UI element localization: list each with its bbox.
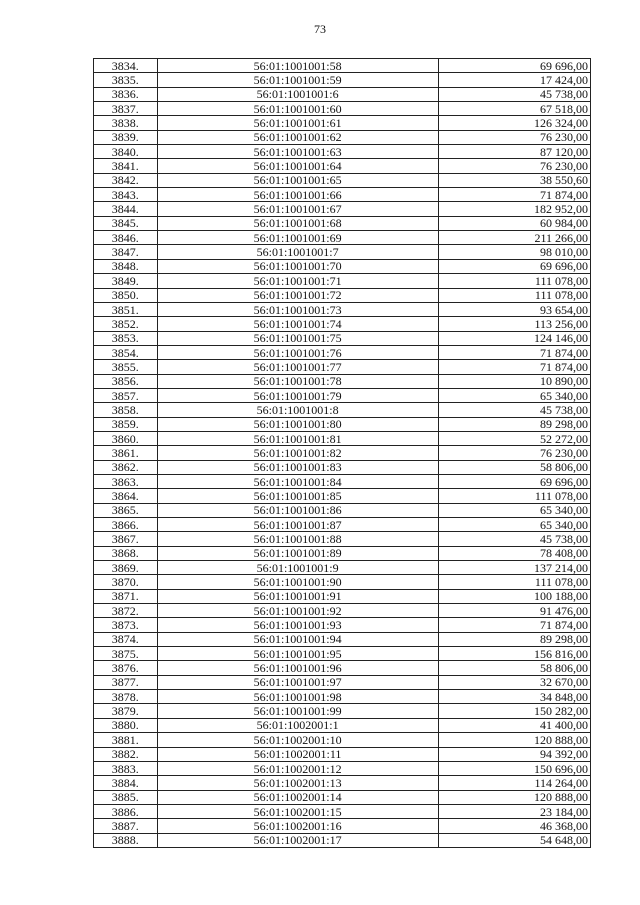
cadastral-value-cell: 32 670,00 bbox=[438, 675, 590, 689]
cadastral-number-cell: 56:01:1001001:95 bbox=[157, 647, 438, 661]
row-number-cell: 3858. bbox=[94, 403, 158, 417]
table-row bbox=[94, 604, 591, 618]
cadastral-value-cell: 23 184,00 bbox=[438, 804, 590, 818]
cadastral-value-cell: 76 230,00 bbox=[438, 130, 590, 144]
cadastral-number-cell: 56:01:1002001:12 bbox=[157, 761, 438, 775]
table-row bbox=[94, 345, 591, 359]
table-row bbox=[94, 274, 591, 288]
table-row bbox=[94, 360, 591, 374]
cadastral-number-cell: 56:01:1001001:98 bbox=[157, 690, 438, 704]
cadastral-number-cell: 56:01:1001001:82 bbox=[157, 446, 438, 460]
cadastral-number-cell: 56:01:1001001:9 bbox=[157, 561, 438, 575]
table-row bbox=[94, 130, 591, 144]
table-row bbox=[94, 288, 591, 302]
table-row bbox=[94, 575, 591, 589]
table-row bbox=[94, 331, 591, 345]
table-row bbox=[94, 73, 591, 87]
cadastral-value-cell: 182 952,00 bbox=[438, 202, 590, 216]
row-number-cell: 3842. bbox=[94, 173, 158, 187]
row-number-cell: 3884. bbox=[94, 776, 158, 790]
cadastral-number-cell: 56:01:1002001:14 bbox=[157, 790, 438, 804]
cadastral-number-cell: 56:01:1001001:97 bbox=[157, 675, 438, 689]
cadastral-value-cell: 98 010,00 bbox=[438, 245, 590, 259]
table-row bbox=[94, 102, 591, 116]
table-row bbox=[94, 231, 591, 245]
page-number: 73 bbox=[314, 22, 326, 36]
cadastral-number-cell: 56:01:1001001:70 bbox=[157, 259, 438, 273]
cadastral-value-cell: 111 078,00 bbox=[438, 288, 590, 302]
row-number-cell: 3872. bbox=[94, 604, 158, 618]
cadastral-value-cell: 71 874,00 bbox=[438, 618, 590, 632]
table-row bbox=[94, 776, 591, 790]
table-row bbox=[94, 317, 591, 331]
table-row bbox=[94, 116, 591, 130]
row-number-cell: 3869. bbox=[94, 561, 158, 575]
cadastral-number-cell: 56:01:1001001:63 bbox=[157, 145, 438, 159]
table-row bbox=[94, 403, 591, 417]
cadastral-value-cell: 137 214,00 bbox=[438, 561, 590, 575]
row-number-cell: 3866. bbox=[94, 518, 158, 532]
cadastral-number-cell: 56:01:1001001:81 bbox=[157, 431, 438, 445]
cadastral-value-cell: 150 282,00 bbox=[438, 704, 590, 718]
table-row bbox=[94, 202, 591, 216]
cadastral-value-cell: 89 298,00 bbox=[438, 632, 590, 646]
table-row bbox=[94, 417, 591, 431]
cadastral-number-cell: 56:01:1001001:92 bbox=[157, 604, 438, 618]
row-number-cell: 3851. bbox=[94, 302, 158, 316]
cadastral-value-cell: 76 230,00 bbox=[438, 159, 590, 173]
cadastral-number-cell: 56:01:1001001:71 bbox=[157, 274, 438, 288]
cadastral-value-cell: 54 648,00 bbox=[438, 833, 590, 847]
cadastral-value-cell: 65 340,00 bbox=[438, 388, 590, 402]
cadastral-number-cell: 56:01:1001001:86 bbox=[157, 503, 438, 517]
table-row bbox=[94, 460, 591, 474]
cadastral-value-cell: 69 696,00 bbox=[438, 259, 590, 273]
table-row bbox=[94, 159, 591, 173]
table-row bbox=[94, 704, 591, 718]
table-row bbox=[94, 446, 591, 460]
row-number-cell: 3876. bbox=[94, 661, 158, 675]
row-number-cell: 3846. bbox=[94, 231, 158, 245]
table-row bbox=[94, 245, 591, 259]
cadastral-value-cell: 211 266,00 bbox=[438, 231, 590, 245]
cadastral-value-cell: 69 696,00 bbox=[438, 474, 590, 488]
cadastral-number-cell: 56:01:1001001:96 bbox=[157, 661, 438, 675]
cadastral-value-cell: 45 738,00 bbox=[438, 403, 590, 417]
table-row bbox=[94, 388, 591, 402]
cadastral-value-cell: 52 272,00 bbox=[438, 431, 590, 445]
cadastral-value-cell: 76 230,00 bbox=[438, 446, 590, 460]
table-row bbox=[94, 632, 591, 646]
cadastral-value-cell: 67 518,00 bbox=[438, 102, 590, 116]
row-number-cell: 3871. bbox=[94, 589, 158, 603]
cadastral-number-cell: 56:01:1001001:80 bbox=[157, 417, 438, 431]
cadastral-value-cell: 78 408,00 bbox=[438, 546, 590, 560]
cadastral-number-cell: 56:01:1001001:90 bbox=[157, 575, 438, 589]
cadastral-value-cell: 124 146,00 bbox=[438, 331, 590, 345]
row-number-cell: 3879. bbox=[94, 704, 158, 718]
cadastral-value-cell: 71 874,00 bbox=[438, 345, 590, 359]
table-row bbox=[94, 188, 591, 202]
row-number-cell: 3874. bbox=[94, 632, 158, 646]
cadastral-number-cell: 56:01:1001001:83 bbox=[157, 460, 438, 474]
cadastral-number-cell: 56:01:1001001:6 bbox=[157, 87, 438, 101]
cadastral-number-cell: 56:01:1001001:58 bbox=[157, 59, 438, 73]
cadastral-value-cell: 114 264,00 bbox=[438, 776, 590, 790]
cadastral-value-cell: 58 806,00 bbox=[438, 661, 590, 675]
table-row bbox=[94, 819, 591, 833]
row-number-cell: 3854. bbox=[94, 345, 158, 359]
cadastral-number-cell: 56:01:1001001:84 bbox=[157, 474, 438, 488]
cadastral-number-cell: 56:01:1001001:7 bbox=[157, 245, 438, 259]
cadastral-number-cell: 56:01:1001001:73 bbox=[157, 302, 438, 316]
cadastral-value-cell: 60 984,00 bbox=[438, 216, 590, 230]
cadastral-number-cell: 56:01:1001001:66 bbox=[157, 188, 438, 202]
table-row bbox=[94, 87, 591, 101]
cadastral-number-cell: 56:01:1002001:17 bbox=[157, 833, 438, 847]
cadastral-value-cell: 120 888,00 bbox=[438, 733, 590, 747]
cadastral-value-cell: 113 256,00 bbox=[438, 317, 590, 331]
row-number-cell: 3857. bbox=[94, 388, 158, 402]
cadastral-number-cell: 56:01:1001001:75 bbox=[157, 331, 438, 345]
cadastral-number-cell: 56:01:1001001:69 bbox=[157, 231, 438, 245]
cadastral-value-cell: 93 654,00 bbox=[438, 302, 590, 316]
cadastral-number-cell: 56:01:1001001:89 bbox=[157, 546, 438, 560]
row-number-cell: 3864. bbox=[94, 489, 158, 503]
cadastral-value-cell: 126 324,00 bbox=[438, 116, 590, 130]
table-row bbox=[94, 532, 591, 546]
cadastral-number-cell: 56:01:1001001:64 bbox=[157, 159, 438, 173]
table-row bbox=[94, 561, 591, 575]
cadastral-value-cell: 91 476,00 bbox=[438, 604, 590, 618]
table-row bbox=[94, 690, 591, 704]
cadastral-value-cell: 156 816,00 bbox=[438, 647, 590, 661]
cadastral-value-cell: 46 368,00 bbox=[438, 819, 590, 833]
cadastral-value-cell: 100 188,00 bbox=[438, 589, 590, 603]
cadastral-number-cell: 56:01:1002001:11 bbox=[157, 747, 438, 761]
table-row bbox=[94, 518, 591, 532]
cadastral-number-cell: 56:01:1001001:61 bbox=[157, 116, 438, 130]
cadastral-number-cell: 56:01:1002001:10 bbox=[157, 733, 438, 747]
row-number-cell: 3862. bbox=[94, 460, 158, 474]
table-row bbox=[94, 718, 591, 732]
row-number-cell: 3875. bbox=[94, 647, 158, 661]
cadastral-number-cell: 56:01:1001001:93 bbox=[157, 618, 438, 632]
cadastral-value-cell: 58 806,00 bbox=[438, 460, 590, 474]
cadastral-value-table bbox=[93, 58, 591, 848]
table-row bbox=[94, 59, 591, 73]
cadastral-value-cell: 87 120,00 bbox=[438, 145, 590, 159]
row-number-cell: 3877. bbox=[94, 675, 158, 689]
row-number-cell: 3848. bbox=[94, 259, 158, 273]
row-number-cell: 3849. bbox=[94, 274, 158, 288]
cadastral-number-cell: 56:01:1001001:60 bbox=[157, 102, 438, 116]
cadastral-number-cell: 56:01:1001001:87 bbox=[157, 518, 438, 532]
row-number-cell: 3881. bbox=[94, 733, 158, 747]
table-row bbox=[94, 259, 591, 273]
row-number-cell: 3847. bbox=[94, 245, 158, 259]
table-row bbox=[94, 216, 591, 230]
table-body bbox=[94, 59, 591, 848]
cadastral-value-cell: 150 696,00 bbox=[438, 761, 590, 775]
row-number-cell: 3886. bbox=[94, 804, 158, 818]
cadastral-value-cell: 89 298,00 bbox=[438, 417, 590, 431]
table-row bbox=[94, 374, 591, 388]
row-number-cell: 3865. bbox=[94, 503, 158, 517]
row-number-cell: 3888. bbox=[94, 833, 158, 847]
cadastral-value-cell: 65 340,00 bbox=[438, 503, 590, 517]
cadastral-number-cell: 56:01:1001001:91 bbox=[157, 589, 438, 603]
row-number-cell: 3835. bbox=[94, 73, 158, 87]
row-number-cell: 3844. bbox=[94, 202, 158, 216]
cadastral-number-cell: 56:01:1002001:15 bbox=[157, 804, 438, 818]
row-number-cell: 3882. bbox=[94, 747, 158, 761]
row-number-cell: 3868. bbox=[94, 546, 158, 560]
cadastral-value-cell: 94 392,00 bbox=[438, 747, 590, 761]
table-row bbox=[94, 173, 591, 187]
cadastral-number-cell: 56:01:1001001:88 bbox=[157, 532, 438, 546]
cadastral-value-cell: 71 874,00 bbox=[438, 360, 590, 374]
row-number-cell: 3878. bbox=[94, 690, 158, 704]
row-number-cell: 3840. bbox=[94, 145, 158, 159]
row-number-cell: 3834. bbox=[94, 59, 158, 73]
cadastral-value-cell: 45 738,00 bbox=[438, 87, 590, 101]
row-number-cell: 3863. bbox=[94, 474, 158, 488]
cadastral-number-cell: 56:01:1002001:13 bbox=[157, 776, 438, 790]
cadastral-value-cell: 111 078,00 bbox=[438, 489, 590, 503]
cadastral-number-cell: 56:01:1001001:72 bbox=[157, 288, 438, 302]
cadastral-value-cell: 17 424,00 bbox=[438, 73, 590, 87]
table-row bbox=[94, 761, 591, 775]
row-number-cell: 3836. bbox=[94, 87, 158, 101]
row-number-cell: 3856. bbox=[94, 374, 158, 388]
cadastral-number-cell: 56:01:1001001:8 bbox=[157, 403, 438, 417]
cadastral-value-cell: 71 874,00 bbox=[438, 188, 590, 202]
table-row bbox=[94, 618, 591, 632]
cadastral-value-cell: 120 888,00 bbox=[438, 790, 590, 804]
table-row bbox=[94, 733, 591, 747]
table-row bbox=[94, 589, 591, 603]
row-number-cell: 3859. bbox=[94, 417, 158, 431]
cadastral-number-cell: 56:01:1001001:65 bbox=[157, 173, 438, 187]
cadastral-value-cell: 45 738,00 bbox=[438, 532, 590, 546]
cadastral-value-cell: 65 340,00 bbox=[438, 518, 590, 532]
table-row bbox=[94, 747, 591, 761]
cadastral-value-cell: 69 696,00 bbox=[438, 59, 590, 73]
row-number-cell: 3860. bbox=[94, 431, 158, 445]
row-number-cell: 3873. bbox=[94, 618, 158, 632]
cadastral-value-cell: 41 400,00 bbox=[438, 718, 590, 732]
cadastral-number-cell: 56:01:1001001:77 bbox=[157, 360, 438, 374]
table-row bbox=[94, 431, 591, 445]
row-number-cell: 3852. bbox=[94, 317, 158, 331]
table-row bbox=[94, 546, 591, 560]
table-row bbox=[94, 489, 591, 503]
row-number-cell: 3843. bbox=[94, 188, 158, 202]
table-row bbox=[94, 302, 591, 316]
cadastral-value-cell: 111 078,00 bbox=[438, 274, 590, 288]
row-number-cell: 3880. bbox=[94, 718, 158, 732]
cadastral-number-cell: 56:01:1001001:74 bbox=[157, 317, 438, 331]
cadastral-number-cell: 56:01:1001001:78 bbox=[157, 374, 438, 388]
row-number-cell: 3867. bbox=[94, 532, 158, 546]
row-number-cell: 3855. bbox=[94, 360, 158, 374]
cadastral-number-cell: 56:01:1002001:16 bbox=[157, 819, 438, 833]
row-number-cell: 3853. bbox=[94, 331, 158, 345]
table-row bbox=[94, 790, 591, 804]
cadastral-number-cell: 56:01:1001001:94 bbox=[157, 632, 438, 646]
cadastral-value-cell: 34 848,00 bbox=[438, 690, 590, 704]
table-row bbox=[94, 647, 591, 661]
row-number-cell: 3845. bbox=[94, 216, 158, 230]
table-row bbox=[94, 675, 591, 689]
row-number-cell: 3841. bbox=[94, 159, 158, 173]
cadastral-number-cell: 56:01:1001001:76 bbox=[157, 345, 438, 359]
table-row bbox=[94, 474, 591, 488]
cadastral-value-cell: 38 550,60 bbox=[438, 173, 590, 187]
table-row bbox=[94, 145, 591, 159]
row-number-cell: 3850. bbox=[94, 288, 158, 302]
cadastral-value-cell: 111 078,00 bbox=[438, 575, 590, 589]
table-row bbox=[94, 833, 591, 847]
row-number-cell: 3883. bbox=[94, 761, 158, 775]
row-number-cell: 3885. bbox=[94, 790, 158, 804]
cadastral-number-cell: 56:01:1001001:79 bbox=[157, 388, 438, 402]
table-row bbox=[94, 804, 591, 818]
cadastral-number-cell: 56:01:1001001:67 bbox=[157, 202, 438, 216]
row-number-cell: 3887. bbox=[94, 819, 158, 833]
table-row bbox=[94, 661, 591, 675]
row-number-cell: 3861. bbox=[94, 446, 158, 460]
table-row bbox=[94, 503, 591, 517]
row-number-cell: 3838. bbox=[94, 116, 158, 130]
cadastral-number-cell: 56:01:1001001:68 bbox=[157, 216, 438, 230]
cadastral-number-cell: 56:01:1001001:62 bbox=[157, 130, 438, 144]
row-number-cell: 3870. bbox=[94, 575, 158, 589]
cadastral-number-cell: 56:01:1002001:1 bbox=[157, 718, 438, 732]
cadastral-number-cell: 56:01:1001001:59 bbox=[157, 73, 438, 87]
row-number-cell: 3839. bbox=[94, 130, 158, 144]
cadastral-number-cell: 56:01:1001001:99 bbox=[157, 704, 438, 718]
cadastral-value-cell: 10 890,00 bbox=[438, 374, 590, 388]
cadastral-number-cell: 56:01:1001001:85 bbox=[157, 489, 438, 503]
row-number-cell: 3837. bbox=[94, 102, 158, 116]
